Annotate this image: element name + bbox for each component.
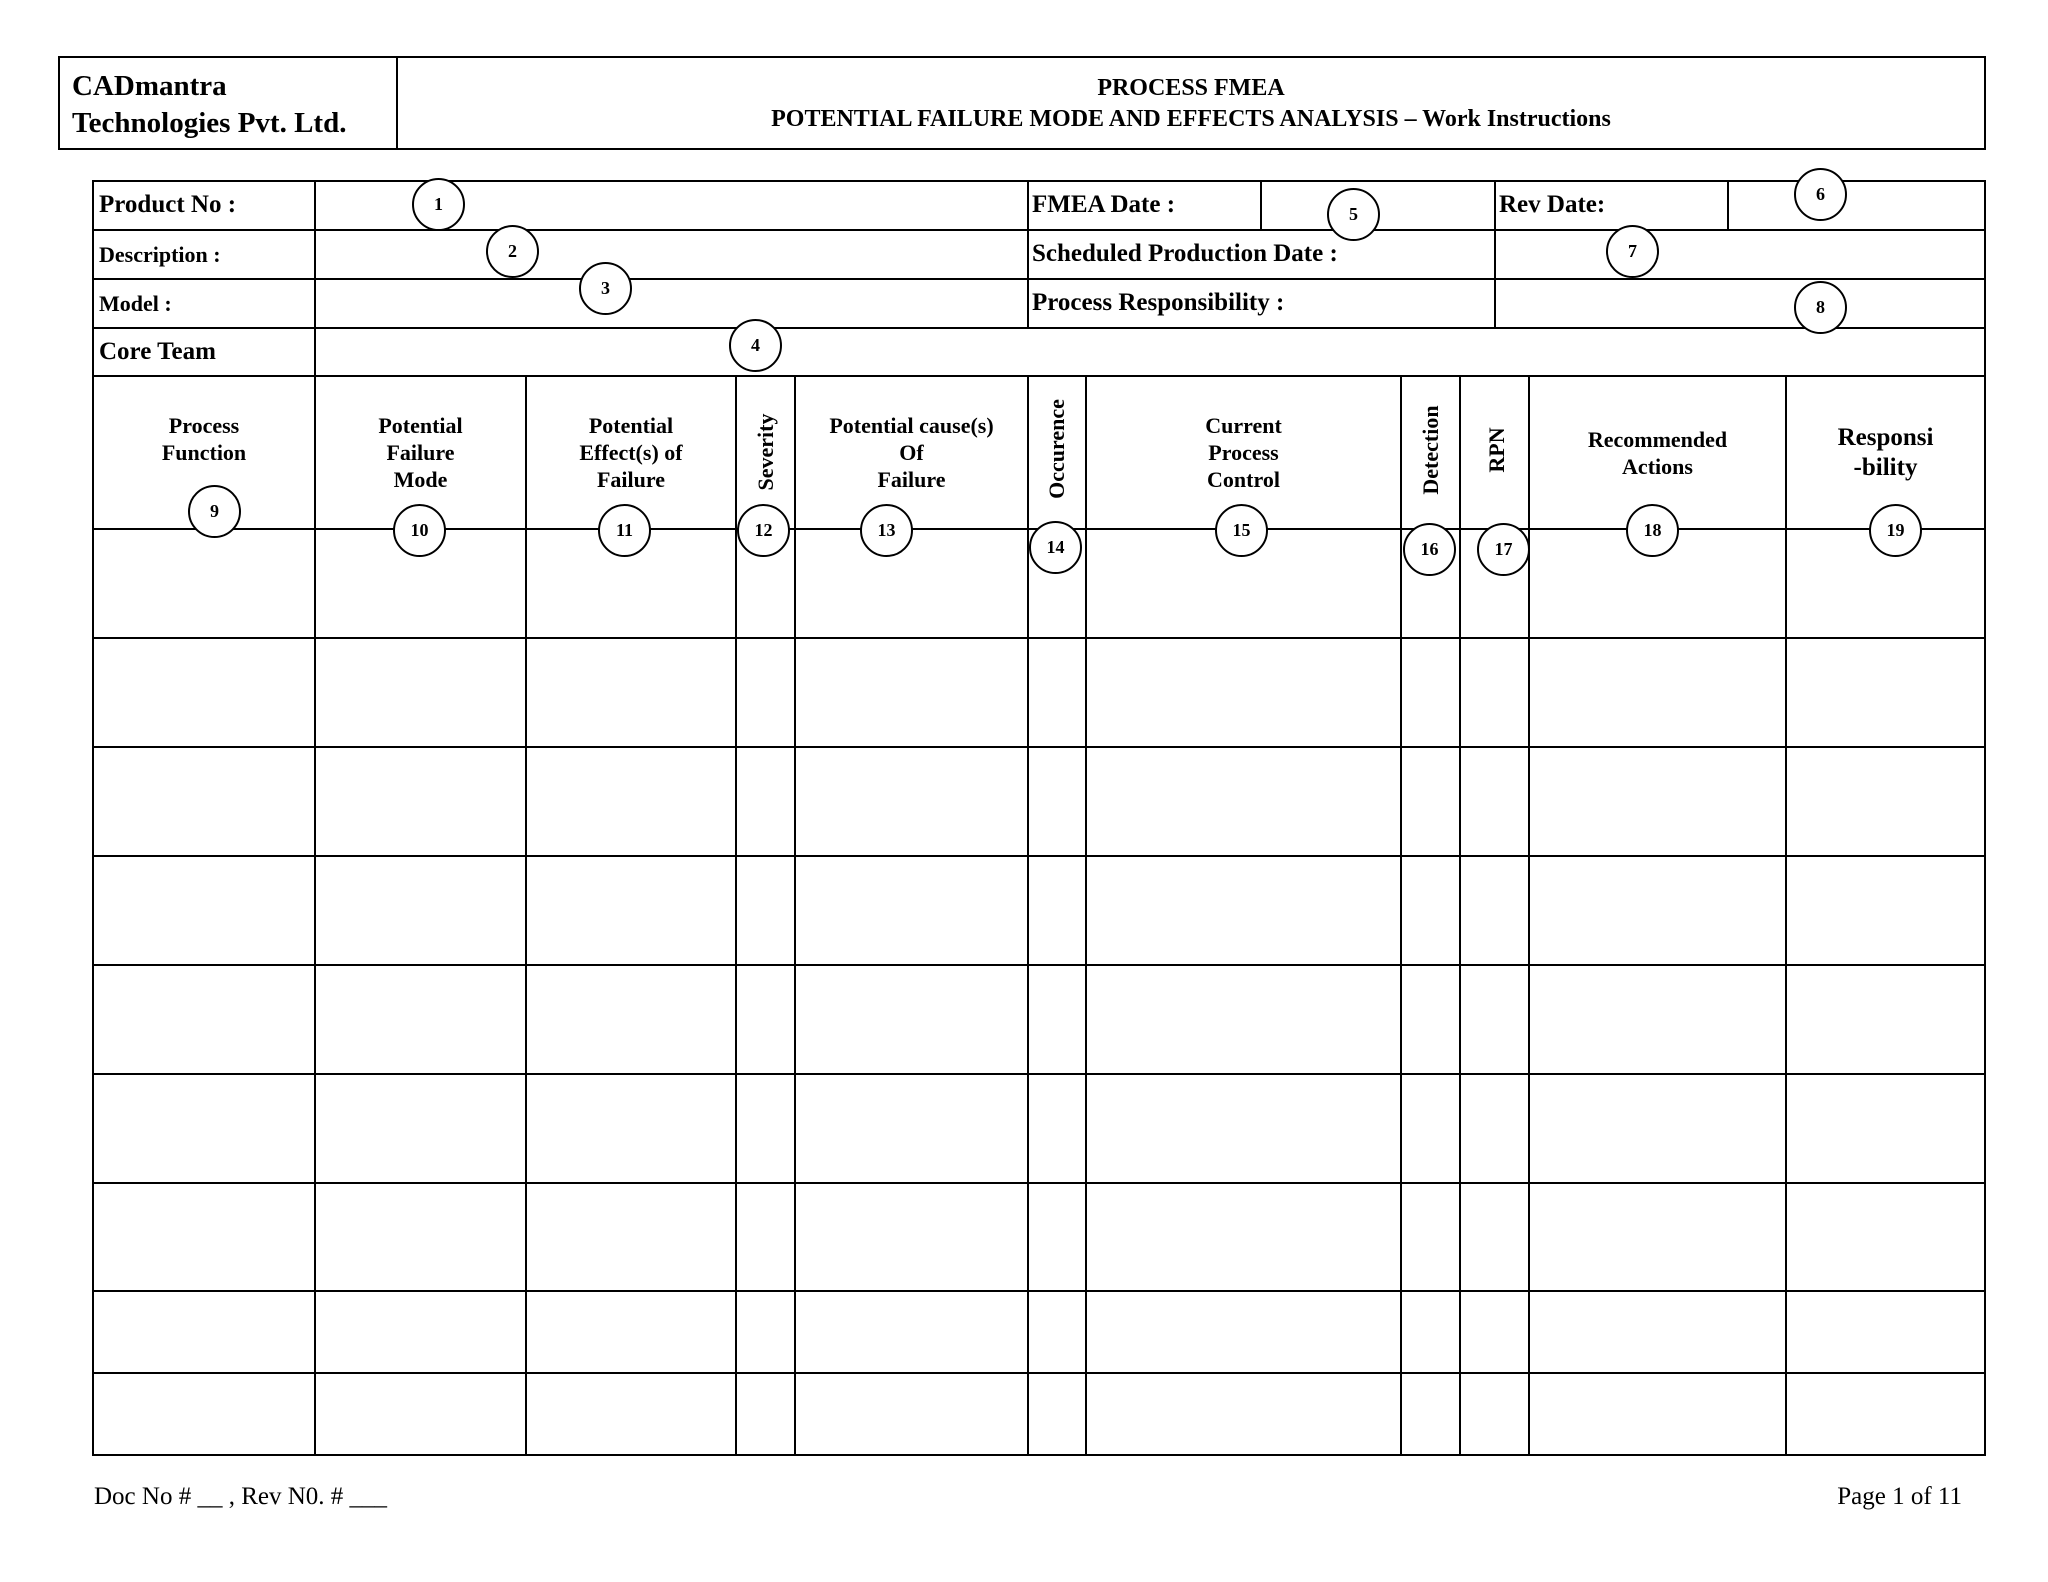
- callout-17: 17: [1477, 523, 1530, 576]
- callout-7: 7: [1606, 225, 1659, 278]
- rev-date-label: Rev Date:: [1499, 191, 1606, 218]
- doc-rev-number: Doc No # __ , Rev N0. # ___: [94, 1483, 388, 1510]
- callout-14: 14: [1029, 521, 1082, 574]
- callout-16: 16: [1403, 523, 1456, 576]
- col-potential-causes: [796, 412, 1027, 493]
- col-potential-causes-line2: Of: [899, 440, 924, 465]
- company-name: [72, 68, 346, 142]
- callout-6: 6: [1794, 168, 1847, 221]
- callout-2: 2: [486, 225, 539, 278]
- col-severity: Severity: [753, 413, 778, 491]
- callout-8: 8: [1794, 281, 1847, 334]
- col-responsibility: [1787, 423, 1984, 483]
- col-potential-failure-mode-line2: Failure: [386, 440, 455, 465]
- document-title: [398, 73, 1984, 135]
- process-responsibility-label: Process Responsibility :: [1032, 289, 1285, 316]
- scheduled-production-date-label: Scheduled Production Date :: [1032, 240, 1338, 267]
- document-title-line1: PROCESS FMEA: [1097, 75, 1285, 101]
- col-potential-effects-line3: Failure: [596, 467, 666, 492]
- company-name-line2: Technologies Pvt. Ltd.: [72, 107, 347, 139]
- col-rpn: RPN: [1484, 427, 1509, 473]
- col-responsibility-line2: -bility: [1853, 454, 1918, 481]
- callout-1: 1: [412, 178, 465, 231]
- col-detection: Detection: [1418, 405, 1443, 495]
- core-team-label: Core Team: [99, 338, 216, 365]
- callout-19: 19: [1869, 504, 1922, 557]
- callout-9: 9: [188, 485, 241, 538]
- col-potential-causes-line1: Potential cause(s): [829, 413, 994, 438]
- description-label: Description :: [99, 242, 221, 267]
- col-potential-causes-line3: Failure: [877, 467, 946, 492]
- col-current-process-control-line3: Control: [1207, 467, 1280, 492]
- fmea-date-label: FMEA Date :: [1032, 191, 1176, 218]
- page-number: Page 1 of 11: [1837, 1483, 1962, 1510]
- document-title-line2: POTENTIAL FAILURE MODE AND EFFECTS ANALYSIS – Work Instructions: [771, 106, 1611, 132]
- callout-12: 12: [737, 504, 790, 557]
- col-current-process-control-line2: Process: [1208, 440, 1279, 465]
- callout-13: 13: [860, 504, 913, 557]
- col-potential-effects-line2: Effect(s) of: [579, 440, 683, 465]
- col-current-process-control-line1: Current: [1205, 413, 1282, 438]
- callout-15: 15: [1215, 504, 1268, 557]
- col-recommended-actions: [1530, 426, 1785, 480]
- col-potential-failure-mode-line1: Potential: [378, 413, 463, 438]
- callout-18: 18: [1626, 504, 1679, 557]
- callout-3: 3: [579, 262, 632, 315]
- col-recommended-actions-line1: Recommended: [1587, 427, 1728, 452]
- col-recommended-actions-line2: Actions: [1622, 454, 1693, 479]
- col-potential-failure-mode-line3: Mode: [393, 467, 448, 492]
- col-occurence: Occurence: [1044, 399, 1069, 499]
- col-potential-failure-mode: [316, 412, 525, 493]
- model-label: Model :: [99, 291, 172, 316]
- col-potential-effects: [527, 412, 735, 493]
- col-process-function: [94, 412, 314, 466]
- product-no-label: Product No :: [99, 191, 237, 218]
- col-process-function-line2: Function: [161, 440, 247, 465]
- callout-11: 11: [598, 504, 651, 557]
- col-responsibility-line1: Responsi: [1837, 424, 1934, 451]
- col-potential-effects-line1: Potential: [588, 413, 674, 438]
- col-current-process-control: [1087, 412, 1400, 493]
- callout-10: 10: [393, 504, 446, 557]
- col-process-function-line1: Process: [168, 413, 240, 438]
- company-name-line1: CADmantra: [72, 70, 227, 102]
- callout-4: 4: [729, 319, 782, 372]
- callout-5: 5: [1327, 188, 1380, 241]
